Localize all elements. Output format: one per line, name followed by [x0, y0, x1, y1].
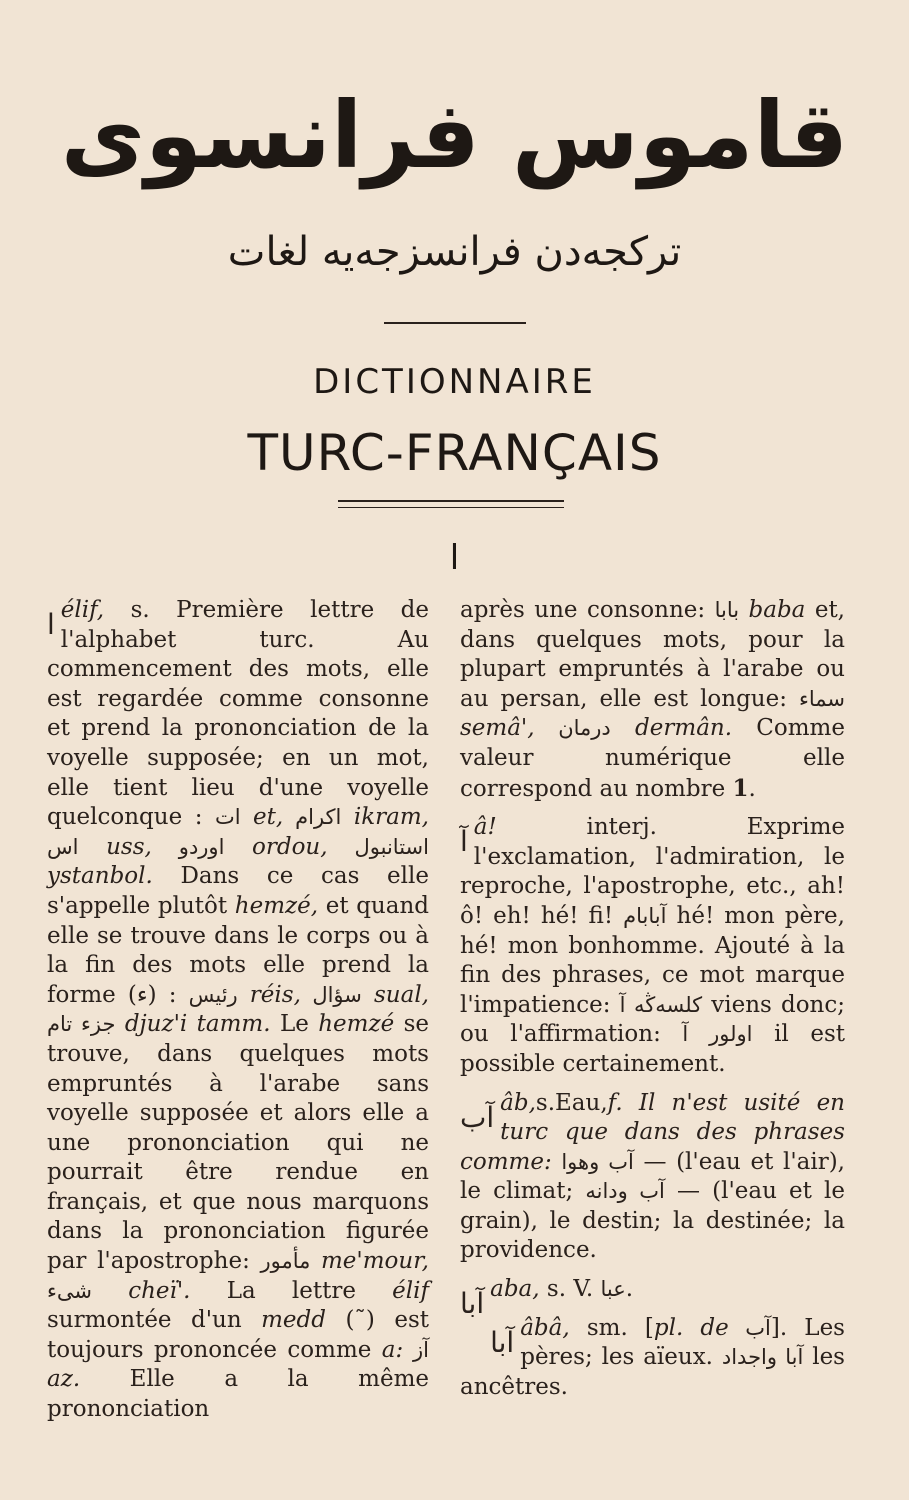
- section-letter: ا: [449, 538, 460, 578]
- title-dictionnaire: DICTIONNAIRE: [313, 362, 596, 402]
- double-divider: [338, 500, 564, 508]
- entry-aba: آبا aba, s. V. عبا.: [460, 1275, 845, 1305]
- entry-headword-arabic: آبا: [490, 1325, 515, 1359]
- entry-headword-arabic: ا: [47, 608, 55, 641]
- title-turc-francais: TURC-FRANÇAIS: [247, 424, 662, 482]
- entry-headword-arabic: آب: [460, 1100, 495, 1134]
- right-column: [460, 596, 845, 1402]
- short-divider: [384, 322, 526, 324]
- entry-ab: آب âb,s.Eau,f. Il n'est usité en turc que dans des phrases comme: آب وهوا — (l'eau et l'air), le climat; آب ودانه — (l'eau et le grain), le destin; la destinée; la providence.: [460, 1089, 845, 1264]
- arabic-title: قاموس فرانسوی: [60, 82, 849, 189]
- entry-headword-arabic: آبا: [460, 1287, 485, 1321]
- left-column: [47, 596, 429, 1425]
- arabic-subtitle: تركجه‌دن فرانسزجه‌یه لغات: [227, 229, 682, 275]
- entry-elif: ا élif, s. Première lettre de l'alphabet turc. Au commencement des mots, elle est regardée comme consonne et prend la prononciation de la voyelle supposée; en un mot, elle tient lieu d'une voyelle quelconque : ات et, اكرام ikram, اس uss, اوردو ordou, استانبول ystanbol. Dans ce cas elle s'appelle plutôt hemzé, et quand elle se trouve dans le corps ou à la fin des mots elle prend la forme (ء) : رئيس réis, سؤال sual, جزء تام djuz'i tamm. Le hemzé se trouve, dans quelques mots empruntés à l'arabe sans voyelle supposée et alors elle a une prononciation qui ne pourrait être rendue en français, et que nous marquons dans la prononciation figurée par l'apostrophe: مأمور me'mour, شیء cheï'. La lettre élif surmontée d'un medd (˜) est toujours prononcée comme a: آز az. Elle a la même prononciation: [47, 597, 430, 1423]
- entry-a-interj: آ â! interj. Exprime l'exclamation, l'admiration, le reproche, l'apostrophe, etc., ah! ô! eh! hé! fi! آبابام hé! mon père, hé! mon bonhomme. Ajouté à la fin des phrases, ce mot marque l'impatience: كلسه‌ڭه آ viens donc; ou l'affirmation: اولور آ il est possible certainement.: [460, 814, 845, 1077]
- entry-headword-arabic: آ: [460, 825, 468, 859]
- entry-aba-peres: آبا âbâ, sm. [pl. de آب]. Les pères; les aïeux. آبا واجداد les ancêtres.: [460, 1314, 845, 1400]
- entry-elif-continued: après une consonne: بابا baba et, dans quelques mots, pour la plupart empruntés à l'arabe ou au persan, elle est longue: سماء semâ', درمان dermân. Comme valeur numérique elle correspond au nombre 1.: [460, 597, 845, 802]
